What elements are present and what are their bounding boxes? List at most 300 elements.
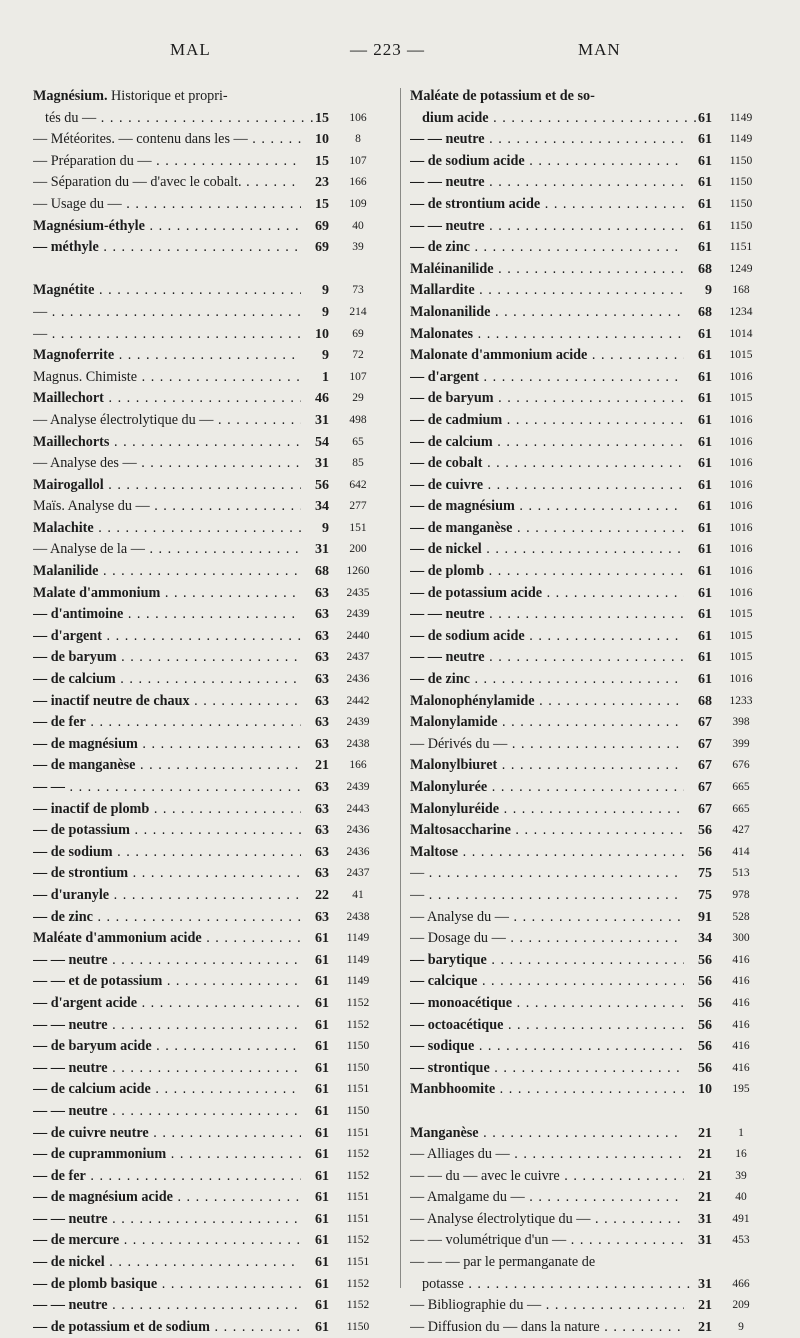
entry-label [33,647,301,669]
entry-text: potasse [422,1275,464,1292]
index-entry [33,950,383,972]
entry-text: — de potassium [33,822,130,839]
entry-label [410,647,684,669]
page-reference: 1151 [729,241,753,254]
index-entry [33,561,383,583]
entry-label [410,518,684,540]
page-reference: 2440 [346,629,370,642]
volume-number: 61 [698,132,712,148]
volume-number: 61 [698,218,712,234]
page-reference: 2437 [346,867,370,880]
entry-text: — — neutre [410,606,485,623]
volume-number: 63 [315,823,329,839]
page-reference: 1015 [729,608,753,621]
volume-number: 61 [698,542,712,558]
entry-label [33,1058,301,1080]
entry-label [33,820,301,842]
page-reference: 1249 [729,262,753,275]
volume-number: 31 [698,1211,712,1227]
page-reference: 399 [732,737,750,750]
entry-label [410,108,696,130]
entry-text: Maléinanilide [410,260,494,277]
page-reference: 168 [732,284,750,297]
entry-label [33,907,301,929]
page-reference: 1151 [346,1126,370,1139]
entry-text: — d'argent [410,368,479,385]
entry-text: Malanilide [33,563,99,580]
volume-number: 61 [315,995,329,1011]
index-entry [410,647,766,669]
page-reference: 416 [732,1040,750,1053]
entry-text: — Météorites. — contenu dans les — [33,131,248,148]
volume-number: 63 [315,801,329,817]
entry-label [33,237,301,259]
entry-text: — de zinc [33,908,93,925]
index-entry [410,777,766,799]
entry-label [410,1079,684,1101]
index-entry [33,1295,383,1317]
index-entry [33,1252,383,1274]
entry-label [33,1252,301,1274]
volume-number: 56 [698,1060,712,1076]
entry-text: — Alliages du — [410,1146,510,1163]
entry-label [410,345,684,367]
index-entry [33,518,383,540]
page-reference: 106 [349,111,367,124]
page-reference: 1149 [346,932,370,945]
page-reference: 1152 [346,1018,370,1031]
volume-number: 31 [698,1276,712,1292]
volume-number: 34 [315,499,329,515]
entry-label [33,151,301,173]
volume-number: 75 [698,866,712,882]
entry-text: — de cuivre [410,476,484,493]
index-entry [410,712,766,734]
entry-text: tés du — [45,109,97,126]
index-entry [410,388,766,410]
volume-number: 68 [698,261,712,277]
page-reference: 209 [732,1299,750,1312]
entry-text: — de baryum [33,649,117,666]
volume-number: 68 [698,304,712,320]
index-entry [33,842,383,864]
index-entry [410,971,766,993]
index-entry [410,1295,766,1317]
index-entry [410,129,766,151]
index-entry [33,324,383,346]
page-reference: 1150 [346,1040,370,1053]
index-entry [33,388,383,410]
volume-number: 10 [315,326,329,342]
index-entry [410,259,766,281]
page-reference: 1152 [346,1299,370,1312]
page-reference: 398 [732,716,750,729]
index-entry [33,1079,383,1101]
index-entry [410,172,766,194]
entry-text: — Séparation du — d'avec le cobalt. [33,174,242,191]
entry-label [33,280,301,302]
volume-number: 67 [698,715,712,731]
index-entry [33,820,383,842]
entry-label [410,410,684,432]
volume-number: 56 [698,952,712,968]
index-entry [410,194,766,216]
entry-label [410,712,684,734]
page-reference: 1016 [729,413,753,426]
page-reference: 1016 [729,673,753,686]
page-reference: 1150 [729,219,753,232]
page-reference: 1015 [729,392,753,405]
entry-text: — — neutre [410,174,485,191]
entry-text: Magnus. Chimiste [33,368,138,385]
page-reference: 39 [352,241,364,254]
volume-number: 15 [315,110,329,126]
entry-text: — — neutre [33,1297,108,1314]
index-entry [410,432,766,454]
entry-text: — — neutre [410,649,485,666]
volume-number: 21 [698,1168,712,1184]
entry-label [410,1058,684,1080]
index-entry [33,885,383,907]
index-entry [33,86,383,108]
entry-label [410,734,684,756]
index-entry [410,496,766,518]
volume-number: 61 [698,434,712,450]
entry-label [410,151,684,173]
page-reference: 1149 [729,111,753,124]
page-reference: 665 [732,781,750,793]
volume-number: 61 [315,1103,329,1119]
index-entry [33,1209,383,1231]
entry-label [33,432,301,454]
volume-number: 63 [315,736,329,752]
page-reference: 300 [732,932,750,945]
volume-number: 68 [315,564,329,580]
entry-label [410,216,684,238]
index-entry [410,691,766,713]
page-reference: 2438 [346,737,370,750]
entry-text: — Analyse électrolytique du — [410,1210,591,1227]
page-reference: 1016 [729,543,753,556]
volume-number: 21 [698,1190,712,1206]
volume-number: 61 [698,369,712,385]
index-entry [33,345,383,367]
entry-label [410,1252,684,1274]
index-entry [33,734,383,756]
right-index-column [410,86,766,1338]
entry-label [33,108,313,130]
volume-number: 63 [315,715,329,731]
index-entry [33,928,383,950]
entry-text: — — neutre [410,217,485,234]
entry-label [410,820,684,842]
page-reference: 109 [349,197,367,210]
volume-number: 9 [322,520,329,536]
index-entry [33,604,383,626]
entry-label [33,1101,301,1123]
entry-label [33,863,301,885]
entry-label [410,259,684,281]
entry-text: — de manganèse [410,519,513,536]
page-reference: 416 [732,953,750,966]
page-reference: 1152 [346,1169,370,1182]
page-reference: 107 [349,370,367,383]
entry-label [33,216,301,238]
page-reference: 200 [349,543,367,556]
volume-number: 67 [698,736,712,752]
entry-label [410,475,684,497]
entry-label [33,453,301,475]
page-reference: 39 [735,1169,747,1182]
page-reference: 2438 [346,910,370,923]
index-entry [410,669,766,691]
entry-text: — de cobalt [410,455,483,472]
volume-number: 69 [315,218,329,234]
entry-text: — de magnésium acide [33,1189,173,1206]
entry-label [410,1209,684,1231]
entry-text: Maïs. Analyse du — [33,498,150,515]
page-reference: 166 [349,759,367,772]
page-reference: 2443 [346,802,370,815]
entry-text: Maléate d'ammonium acide [33,930,202,947]
header-page-number: — 223 — [350,40,425,59]
volume-number: 61 [698,412,712,428]
entry-text: — — — par le permanganate de [410,1254,596,1271]
index-entry [410,475,766,497]
entry-text: — calcique [410,973,478,990]
volume-number: 61 [315,1233,329,1249]
volume-number: 31 [315,412,329,428]
page-reference: 2436 [346,673,370,686]
index-entry [33,647,383,669]
page-reference: 16 [735,1148,747,1161]
volume-number: 61 [315,1211,329,1227]
page-reference: 277 [349,500,367,513]
entry-text: — — et de potassium [33,973,163,990]
volume-number: 23 [315,175,329,191]
page-reference: 65 [352,435,364,448]
entry-text: Mairogallol [33,476,104,493]
entry-text: Magnésium-éthyle [33,217,145,234]
entry-text: — — neutre [33,951,108,968]
entry-label [410,1230,684,1252]
entry-text: — de zinc [410,671,470,688]
entry-text: — — du — avec le cuivre [410,1167,560,1184]
entry-text: — — volumétrique d'un — [410,1232,567,1249]
index-entry [410,1274,766,1296]
entry-text: — méthyle [33,239,99,256]
entry-label [410,432,684,454]
index-entry [410,1252,766,1274]
index-entry [410,561,766,583]
volume-number: 22 [315,887,329,903]
index-entry [33,993,383,1015]
entry-label [33,1295,301,1317]
entry-label [410,863,684,885]
index-entry [33,669,383,691]
page-reference: 2436 [346,824,370,837]
volume-number: 67 [698,801,712,817]
entry-text: Malonylbiuret [410,757,498,774]
entry-label [33,194,301,216]
index-entry [410,324,766,346]
page-reference: 40 [735,1191,747,1204]
page-reference: 69 [352,327,364,340]
volume-number: 61 [698,175,712,191]
entry-label [33,367,301,389]
page-reference: 416 [732,1061,750,1074]
entry-label [410,453,684,475]
entry-label [33,86,301,108]
volume-number: 63 [315,607,329,623]
index-entry [410,907,766,929]
entry-label [33,1079,301,1101]
entry-text: — de magnésium [33,735,138,752]
entry-text: Malonophénylamide [410,692,535,709]
volume-number: 46 [315,391,329,407]
volume-number: 63 [315,780,329,795]
index-entry [33,1101,383,1123]
page-reference: 416 [732,1018,750,1031]
page-reference: 2439 [346,608,370,621]
entry-label [410,86,684,108]
entry-label [410,280,684,302]
entry-text: Maillechorts [33,433,110,450]
page-reference: 453 [732,1234,750,1247]
page-reference: 2439 [346,781,370,793]
page-reference: 1015 [729,349,753,362]
volume-number: 61 [698,456,712,472]
entry-label [33,1274,301,1296]
entry-text: — de baryum [410,390,494,407]
page-reference: 416 [732,996,750,1009]
volume-number: 61 [315,1017,329,1033]
volume-number: 61 [315,931,329,947]
index-entry [410,1166,766,1188]
entry-text: Malonylamide [410,714,498,731]
entry-label [33,971,301,993]
index-entry [410,1187,766,1209]
entry-text: dium acide [422,109,489,126]
volume-number: 61 [315,1190,329,1206]
entry-label [33,1317,301,1338]
page-reference: 1150 [346,1320,370,1333]
entry-text: Mallardite [410,282,475,299]
volume-number: 15 [315,153,329,169]
page-reference: 1233 [729,694,753,707]
page-reference: 528 [732,910,750,923]
volume-number: 61 [698,391,712,407]
entry-label [33,1123,301,1145]
page-reference: 2435 [346,586,370,599]
index-entry [33,1274,383,1296]
volume-number: 91 [698,909,712,925]
entry-text-continued: Historique et propri- [107,88,228,104]
entry-text: — de strontium [33,865,129,882]
index-entry [410,583,766,605]
entry-text: Malonanilide [410,303,491,320]
index-entry [410,86,766,108]
volume-number: 63 [315,585,329,601]
entry-label [33,799,301,821]
index-entry [410,604,766,626]
entry-label [410,928,684,950]
index-entry [410,842,766,864]
index-entry [410,1123,766,1145]
entry-label [410,777,684,799]
volume-number: 56 [698,823,712,839]
volume-number: 61 [315,974,329,990]
index-entry [33,863,383,885]
entry-label [33,302,301,324]
volume-number: 68 [698,693,712,709]
entry-text: — de sodium [33,843,113,860]
entry-text: — Dérivés du — [410,735,508,752]
index-entry [33,280,383,302]
entry-text: — de calcium acide [33,1081,151,1098]
entry-text: Maltose [410,843,459,860]
page-reference: 1016 [729,435,753,448]
entry-text: — de fer [33,1167,86,1184]
entry-label [33,712,301,734]
index-entry [410,345,766,367]
header-left-word: MAL [170,40,211,59]
entry-label [410,1317,684,1338]
volume-number: 9 [322,283,329,299]
entry-text: — strontique [410,1059,490,1076]
entry-label [33,172,301,194]
volume-number: 63 [315,866,329,882]
entry-text: — [33,303,48,320]
entry-label [33,475,301,497]
entry-text: — de nickel [410,541,482,558]
page-reference: 40 [352,219,364,232]
index-entry [33,410,383,432]
entry-label [33,1144,301,1166]
entry-text: — de strontium acide [410,195,541,212]
entry-label [410,755,684,777]
entry-label [410,604,684,626]
entry-label [410,1036,684,1058]
page-reference: 416 [732,975,750,988]
entry-text: Malonylurée [410,779,488,795]
volume-number: 61 [698,585,712,601]
index-entry [410,626,766,648]
page-reference: 2437 [346,651,370,664]
index-entry [410,237,766,259]
entry-label [410,971,684,993]
entry-label [33,669,301,691]
index-entry [33,496,383,518]
entry-label [33,1036,301,1058]
entry-text: — octoacétique [410,1016,504,1033]
volume-number: 61 [698,110,712,126]
entry-text: — de fer [33,714,86,731]
page-reference: 1016 [729,478,753,491]
entry-label [410,691,684,713]
volume-number: 56 [698,995,712,1011]
entry-label [33,993,301,1015]
entry-label [410,993,684,1015]
page-reference: 1234 [729,305,753,318]
index-entry [410,518,766,540]
page-reference: 491 [732,1212,750,1225]
page-reference: 1015 [729,651,753,664]
index-entry [33,712,383,734]
volume-number: 21 [315,758,329,774]
page-reference: 29 [352,392,364,405]
index-entry [410,1317,766,1338]
